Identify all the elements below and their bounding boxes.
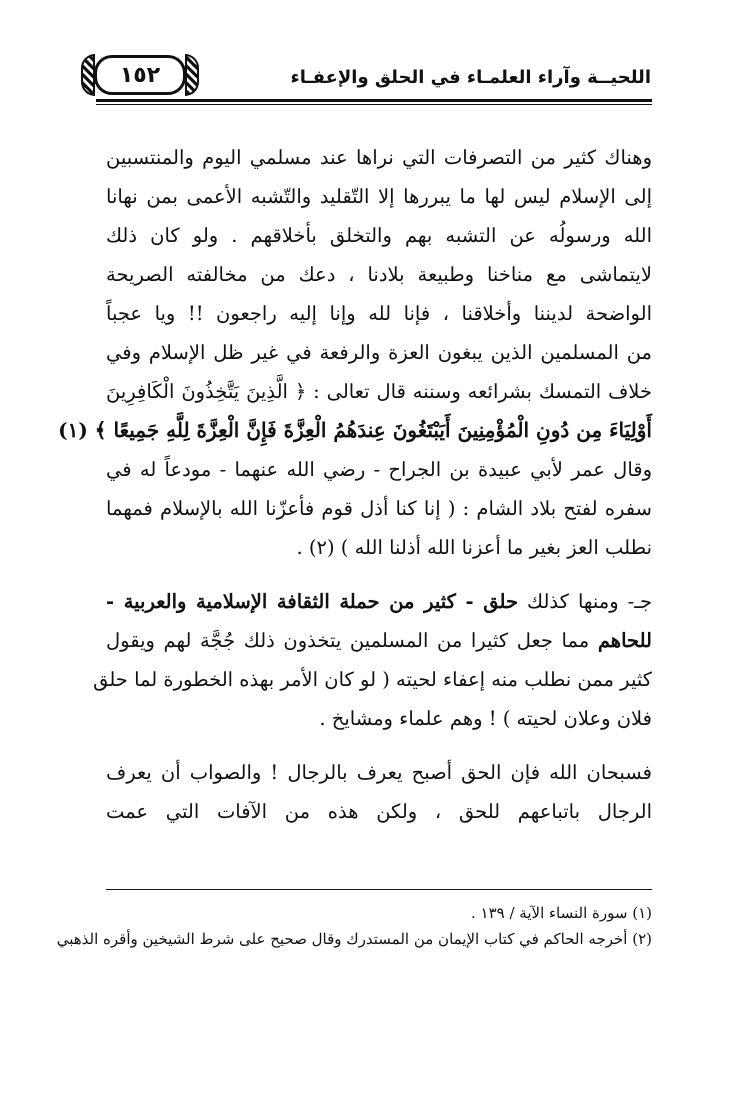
paragraph-c-line-1 xyxy=(106,582,652,621)
paragraph-c-line-3: كثير ممن نطلب منه إعفاء لحيته ( لو كان الأمر بهذه الخطورة لما حلق xyxy=(93,668,652,691)
footnote-2: (٢) أخرجه الحاكم في كتاب الإيمان من المستدرك وقال صحيح على شرط الشيخين وأقره الذهبي xyxy=(56,930,652,948)
paragraph-d-line-1: فسبحان الله فإن الحق أصبح يعرف بالرجال ! والصواب أن يعرف xyxy=(106,761,652,784)
text-line: لايتماشى مع مناخنا وطبيعة بلادنا ، دعك من مخالفته الصريحة xyxy=(106,263,652,286)
paragraph-c-line-2 xyxy=(106,621,652,660)
page-number: ١٥٢ xyxy=(119,62,161,88)
header-rule xyxy=(96,99,652,102)
text-line: الله ورسولُه عن التشبه بهم والتخلق بأخلاقهم . ولو كان ذلك xyxy=(106,224,652,247)
text-line: الواضحة لديننا وأخلاقنا ، فإنا لله وإنا إليه راجعون !! ويا عجباً xyxy=(106,302,652,325)
text-line: من المسلمين الذين يبغون العزة والرفعة في غير ظل الإسلام وفي xyxy=(106,341,652,364)
paragraph-c-bold-word: للحاهم xyxy=(597,629,652,652)
paragraph-c-prefix: جـ- ومنها كذلك xyxy=(527,590,652,613)
page-number-badge xyxy=(94,55,186,95)
text-line: إلى الإسلام ليس لها ما يبررها إلا التّقليد والتّشبه الأعمى بمن نهانا xyxy=(106,185,652,208)
footnote-1: (١) سورة النساء الآية / ١٣٩ . xyxy=(470,904,652,922)
header-rule-thin xyxy=(96,104,652,105)
footnotes xyxy=(56,900,652,952)
body-text xyxy=(58,138,652,831)
text-line: وهناك كثير من التصرفات التي نراها عند مسلمي اليوم والمنتسبين xyxy=(106,146,652,169)
paragraph-c-bold-heading: حلق - كثير من حملة الثقافة الإسلامية والعربية - xyxy=(106,590,518,613)
paragraph-c-text: مما جعل كثيرا من المسلمين يتخذون ذلك جُجَّة لهم ويقول xyxy=(106,629,590,652)
text-line: سفره لفتح بلاد الشام : ( إنا كنا أذل قوم فأعزّنا الله بالإسلام فمهما xyxy=(106,497,652,520)
text-line: وقال عمر لأبي عبيدة بن الجراح - رضي الله عنهما - مودعاً له في xyxy=(106,458,652,481)
paragraph-d-line-2: الرجال باتباعهم للحق ، ولكن هذه من الآفات التي عمت xyxy=(106,800,652,823)
paragraph-c-line-4: فلان وعلان لحيته ) ! وهم علماء ومشايخ . xyxy=(319,707,652,730)
text-line-with-verse: خلاف التمسك بشرائعه وسننه قال تعالى : ﴿ الَّذِينَ يَتَّخِذُونَ الْكَافِرِينَ xyxy=(106,380,652,403)
quran-verse-line: أَوْلِيَاءَ مِن دُونِ الْمُؤْمِنِينَ أَيَبْتَغُونَ عِندَهُمُ الْعِزَّةَ فَإِنَّ الْعِزَّةَ لِلَّهِ جَمِيعًا ﴾ (١) xyxy=(58,418,652,442)
footnote-rule xyxy=(106,889,652,890)
running-title: اللحيــة وآراء العلمـاء في الحلق والإعفـاء xyxy=(290,67,651,88)
text-line: نطلب العز بغير ما أعزنا الله أذلنا الله ) (٢) . xyxy=(296,536,652,559)
